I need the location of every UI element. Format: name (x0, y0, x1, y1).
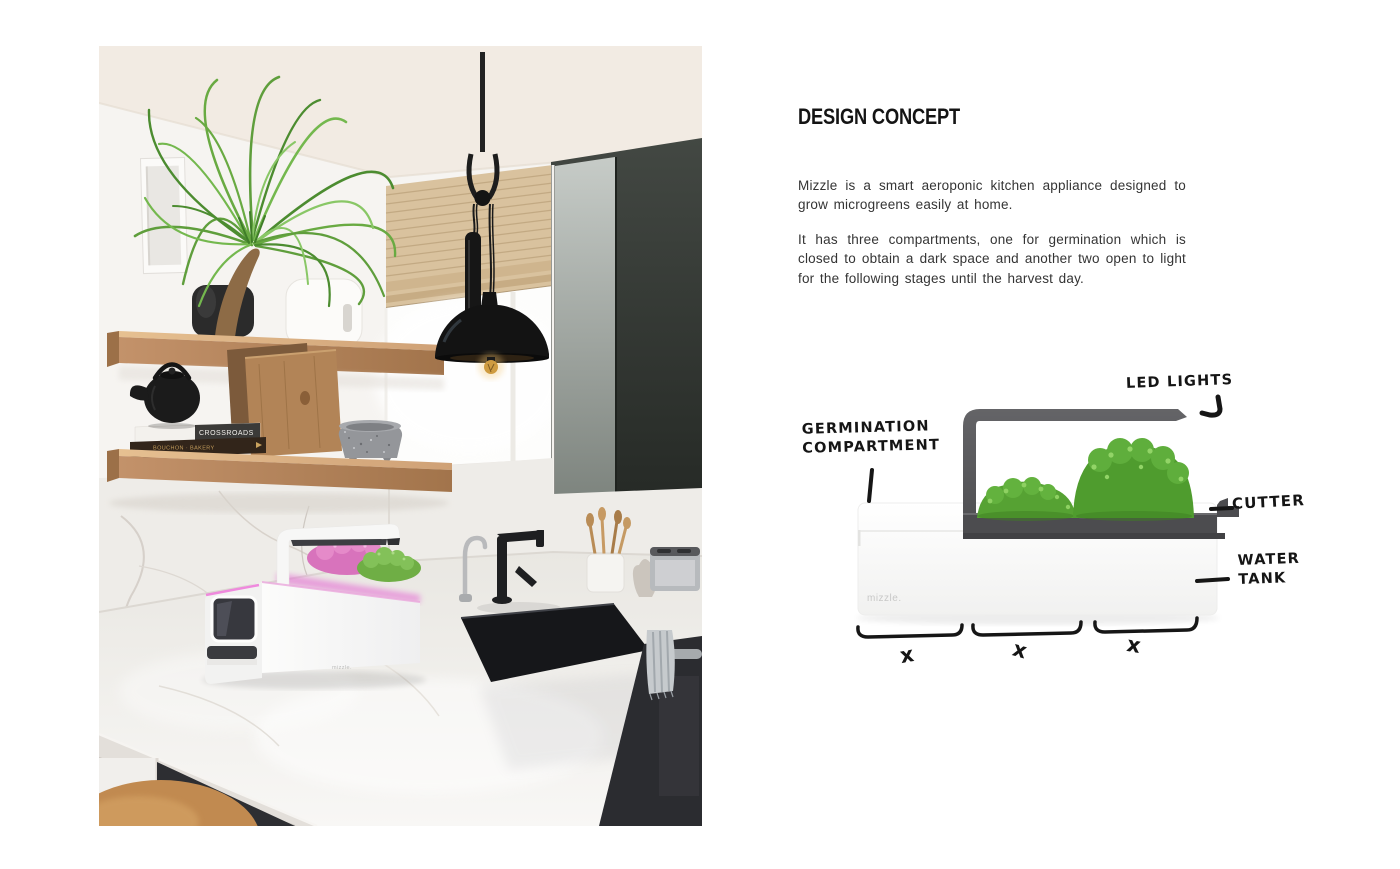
kitchen-photo-art (99, 46, 702, 826)
wall-jug (286, 279, 362, 347)
compartment-mark-3: x (1125, 632, 1143, 658)
bracket-1 (858, 625, 962, 637)
page-title: DESIGN CONCEPT (798, 104, 961, 129)
product-render (780, 355, 1340, 700)
microgreens-small (977, 477, 1076, 521)
appliance-brand-render: mizzle. (867, 593, 902, 604)
appliance-handle (207, 646, 257, 659)
compartment-mark-2: x (1009, 636, 1030, 664)
concept-paragraph-1: Mizzle is a smart aeroponic kitchen appliance designed to grow microgreens easily at home. (798, 178, 1186, 213)
germination-leader-line (869, 470, 872, 501)
concept-paragraph-2: It has three compartments, one for germination which is closed to obtain a dark space and another two open to light for the following stages until the harvest day. (798, 232, 1186, 286)
compartment-mark-1: x (898, 642, 916, 668)
microgreens-large (1073, 438, 1194, 521)
product-diagram (780, 355, 1340, 700)
book-spine-top: CROSSROADS (199, 430, 254, 437)
label-led-lights: LED LIGHTS (1125, 372, 1234, 392)
towel (646, 630, 674, 700)
wall-frame (140, 157, 187, 273)
upper-cabinet (551, 138, 702, 508)
label-germination-compartment: GERMINATION COMPARTMENT (801, 418, 941, 457)
label-cutter: CUTTER (1231, 491, 1306, 513)
appliance-brand-photo: mizzle. (332, 665, 352, 671)
toaster (650, 547, 700, 591)
led-arrow (1202, 397, 1220, 415)
cutter-leader-line (1211, 508, 1232, 509)
kitchen-photo (99, 46, 702, 826)
label-water-tank: WATER TANK (1237, 550, 1301, 588)
book-spine-bottom: BOUCHON · BAKERY (153, 445, 215, 452)
water-tank-leader-line (1197, 579, 1228, 581)
